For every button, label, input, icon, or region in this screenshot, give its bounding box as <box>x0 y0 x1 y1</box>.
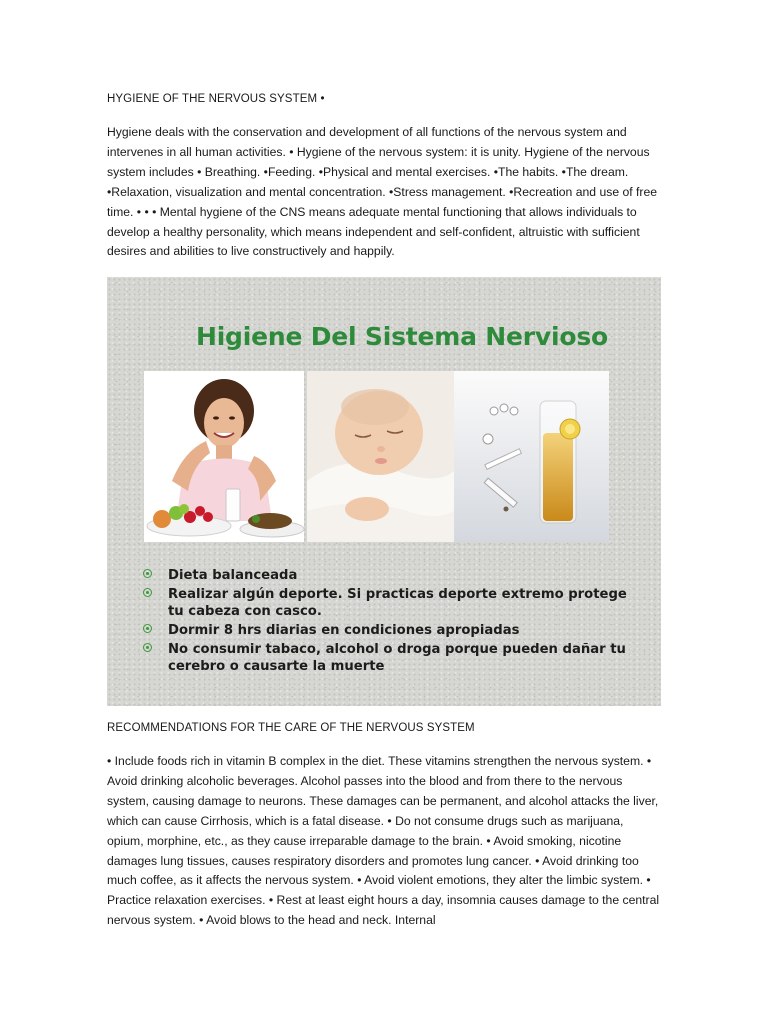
recommendations-paragraph: • Include foods rich in vitamin B complex in the diet. These vitamins strengthen the nervous system. • Avoid drinking alcoholic beverages. Alcohol passes into the blood and from there to the nervous system, causing damage to neurons. These damages can be permanent, and alcohol attacks the liver, which can cause Cirrhosis, which is a fatal disease. • Do not consume drugs such as marijuana, opium, morphine, etc., as they cause irreparable damage to the brain. • Avoid smoking, nicotine damages lung tissues, causes respiratory disorders and promotes lung cancer. • Avoid drinking too much coffee, as it affects the nervous system. • Avoid violent emotions, they alter the limbic system. • Practice relaxation exercises. • Rest at least eight hours a day, insomnia causes damage to the central nervous system. • Avoid blows to the head and neck. Internal <box>107 754 660 928</box>
hygiene-poster-image <box>107 277 661 706</box>
sleeping-baby-photo <box>307 371 454 542</box>
section-heading-hygiene: HYGIENE OF THE NERVOUS SYSTEM • <box>107 93 325 105</box>
green-bullet-icon <box>143 643 152 652</box>
section-heading-recommendations: RECOMMENDATIONS FOR THE CARE OF THE NERVOUS SYSTEM <box>107 722 475 734</box>
green-bullet-icon <box>143 588 152 597</box>
green-bullet-icon <box>143 569 152 578</box>
woman-with-food-photo <box>144 371 304 542</box>
poster-title: Higiene Del Sistema Nervioso <box>195 322 609 351</box>
poster-bullet: No consumir tabaco, alcohol o droga porque pueden dañar tu cerebro o causarte la muerte <box>143 641 643 675</box>
pills-cigarette-drink-photo <box>454 371 609 542</box>
hygiene-paragraph: Hygiene deals with the conservation and development of all functions of the nervous system and intervenes in all human activities. • Hygiene of the nervous system: it is unity. Hygiene of the nervous system includes • Breathing. •Feeding. •Physical and mental exercises. •The habits. •The dream. •Relaxation, visualization and mental concentration. •Stress management. •Recreation and use of free time. • • • Mental hygiene of the CNS means adequate mental functioning that allows individuals to develop a healthy personality, which means independent and self-confident, altruistic with sufficient desires and abilities to live constructively and happily. <box>107 125 658 259</box>
poster-bullet: Realizar algún deporte. Si practicas deporte extremo protege tu cabeza con casco. <box>143 586 643 620</box>
poster-bullet: Dormir 8 hrs diarias en condiciones apropiadas <box>143 622 643 639</box>
poster-bullet: Dieta balanceada <box>143 567 643 584</box>
poster-bullet-list <box>143 567 643 677</box>
green-bullet-icon <box>143 624 152 633</box>
